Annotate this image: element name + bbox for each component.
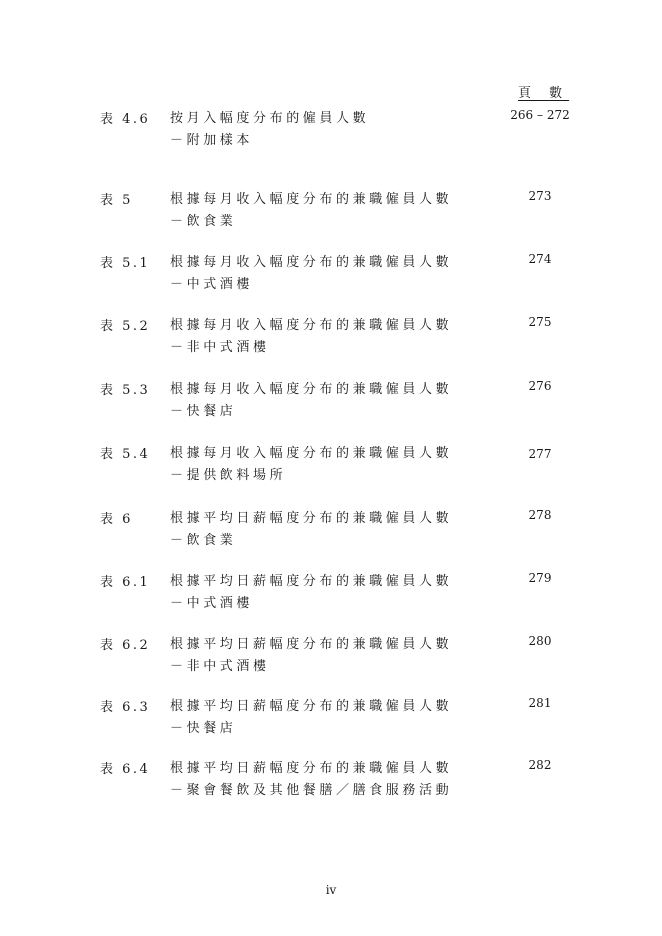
- table-title-line2: －快餐店: [170, 721, 237, 736]
- table-number: 表 6.2: [100, 638, 151, 653]
- table-title-line2: －飲食業: [170, 533, 237, 548]
- page-reference: 280: [528, 634, 552, 648]
- table-title: [170, 696, 452, 740]
- table-title-line1: 根據平均日薪幅度分布的兼職僱員人數: [170, 511, 453, 526]
- toc-entry: [0, 571, 662, 615]
- table-title: [170, 758, 452, 802]
- toc-entry: [0, 508, 662, 552]
- table-title: [170, 315, 452, 359]
- page-number: iv: [325, 883, 337, 897]
- page-column-header: 頁 數: [518, 86, 570, 101]
- page-reference: 279: [528, 571, 552, 585]
- table-title: [170, 108, 369, 152]
- table-number: 表 6: [100, 512, 133, 527]
- toc-entry: [0, 443, 662, 487]
- toc-entry: [0, 758, 662, 802]
- toc-entry: [0, 634, 662, 678]
- table-title: [170, 443, 452, 487]
- table-number: 表 4.6: [100, 112, 151, 127]
- table-title-line1: 根據平均日薪幅度分布的兼職僱員人數: [170, 637, 453, 652]
- table-number: 表 5.2: [100, 319, 151, 334]
- table-title-line1: 根據平均日薪幅度分布的兼職僱員人數: [170, 574, 453, 589]
- table-title: [170, 189, 452, 233]
- table-title-line2: －聚會餐飲及其他餐膳／膳食服務活動: [170, 783, 453, 798]
- page-reference: 282: [528, 758, 552, 772]
- page-reference: 266 – 272: [510, 108, 570, 122]
- toc-entry: [0, 189, 662, 233]
- toc-entry: [0, 108, 662, 152]
- table-title-line1: 根據每月收入幅度分布的兼職僱員人數: [170, 446, 453, 461]
- table-title-line2: －提供飲料場所: [170, 468, 287, 483]
- toc-entry: [0, 252, 662, 296]
- toc-entry: [0, 315, 662, 359]
- table-title: [170, 508, 452, 552]
- table-number: 表 6.3: [100, 700, 151, 715]
- table-title-line1: 根據每月收入幅度分布的兼職僱員人數: [170, 382, 453, 397]
- toc-entry: [0, 696, 662, 740]
- table-title: [170, 379, 452, 423]
- table-title-line2: －非中式酒樓: [170, 340, 270, 355]
- table-title: [170, 634, 452, 678]
- table-title-line2: －附加樣本: [170, 133, 254, 148]
- table-title-line2: －非中式酒樓: [170, 659, 270, 674]
- page-reference: 276: [528, 379, 552, 393]
- table-number: 表 5: [100, 193, 133, 208]
- table-number: 表 5.4: [100, 447, 151, 462]
- page-reference: 275: [528, 315, 552, 329]
- table-number: 表 6.4: [100, 762, 151, 777]
- page-reference: 273: [528, 189, 552, 203]
- table-number: 表 5.3: [100, 383, 151, 398]
- table-title-line1: 根據平均日薪幅度分布的兼職僱員人數: [170, 761, 453, 776]
- table-title-line2: －飲食業: [170, 214, 237, 229]
- table-title: [170, 252, 452, 296]
- table-number: 表 5.1: [100, 256, 151, 271]
- table-title-line1: 按月入幅度分布的僱員人數: [170, 111, 370, 126]
- table-title-line1: 根據每月收入幅度分布的兼職僱員人數: [170, 255, 453, 270]
- table-title-line2: －中式酒樓: [170, 596, 254, 611]
- table-title: [170, 571, 452, 615]
- table-title-line1: 根據平均日薪幅度分布的兼職僱員人數: [170, 699, 453, 714]
- table-title-line2: －快餐店: [170, 404, 237, 419]
- table-title-line2: －中式酒樓: [170, 277, 254, 292]
- table-number: 表 6.1: [100, 575, 151, 590]
- toc-entry: [0, 379, 662, 423]
- page-reference: 278: [528, 508, 552, 522]
- page-reference: 277: [528, 447, 552, 461]
- page-reference: 281: [528, 696, 552, 710]
- table-title-line1: 根據每月收入幅度分布的兼職僱員人數: [170, 192, 453, 207]
- page-reference: 274: [528, 252, 552, 266]
- table-title-line1: 根據每月收入幅度分布的兼職僱員人數: [170, 318, 453, 333]
